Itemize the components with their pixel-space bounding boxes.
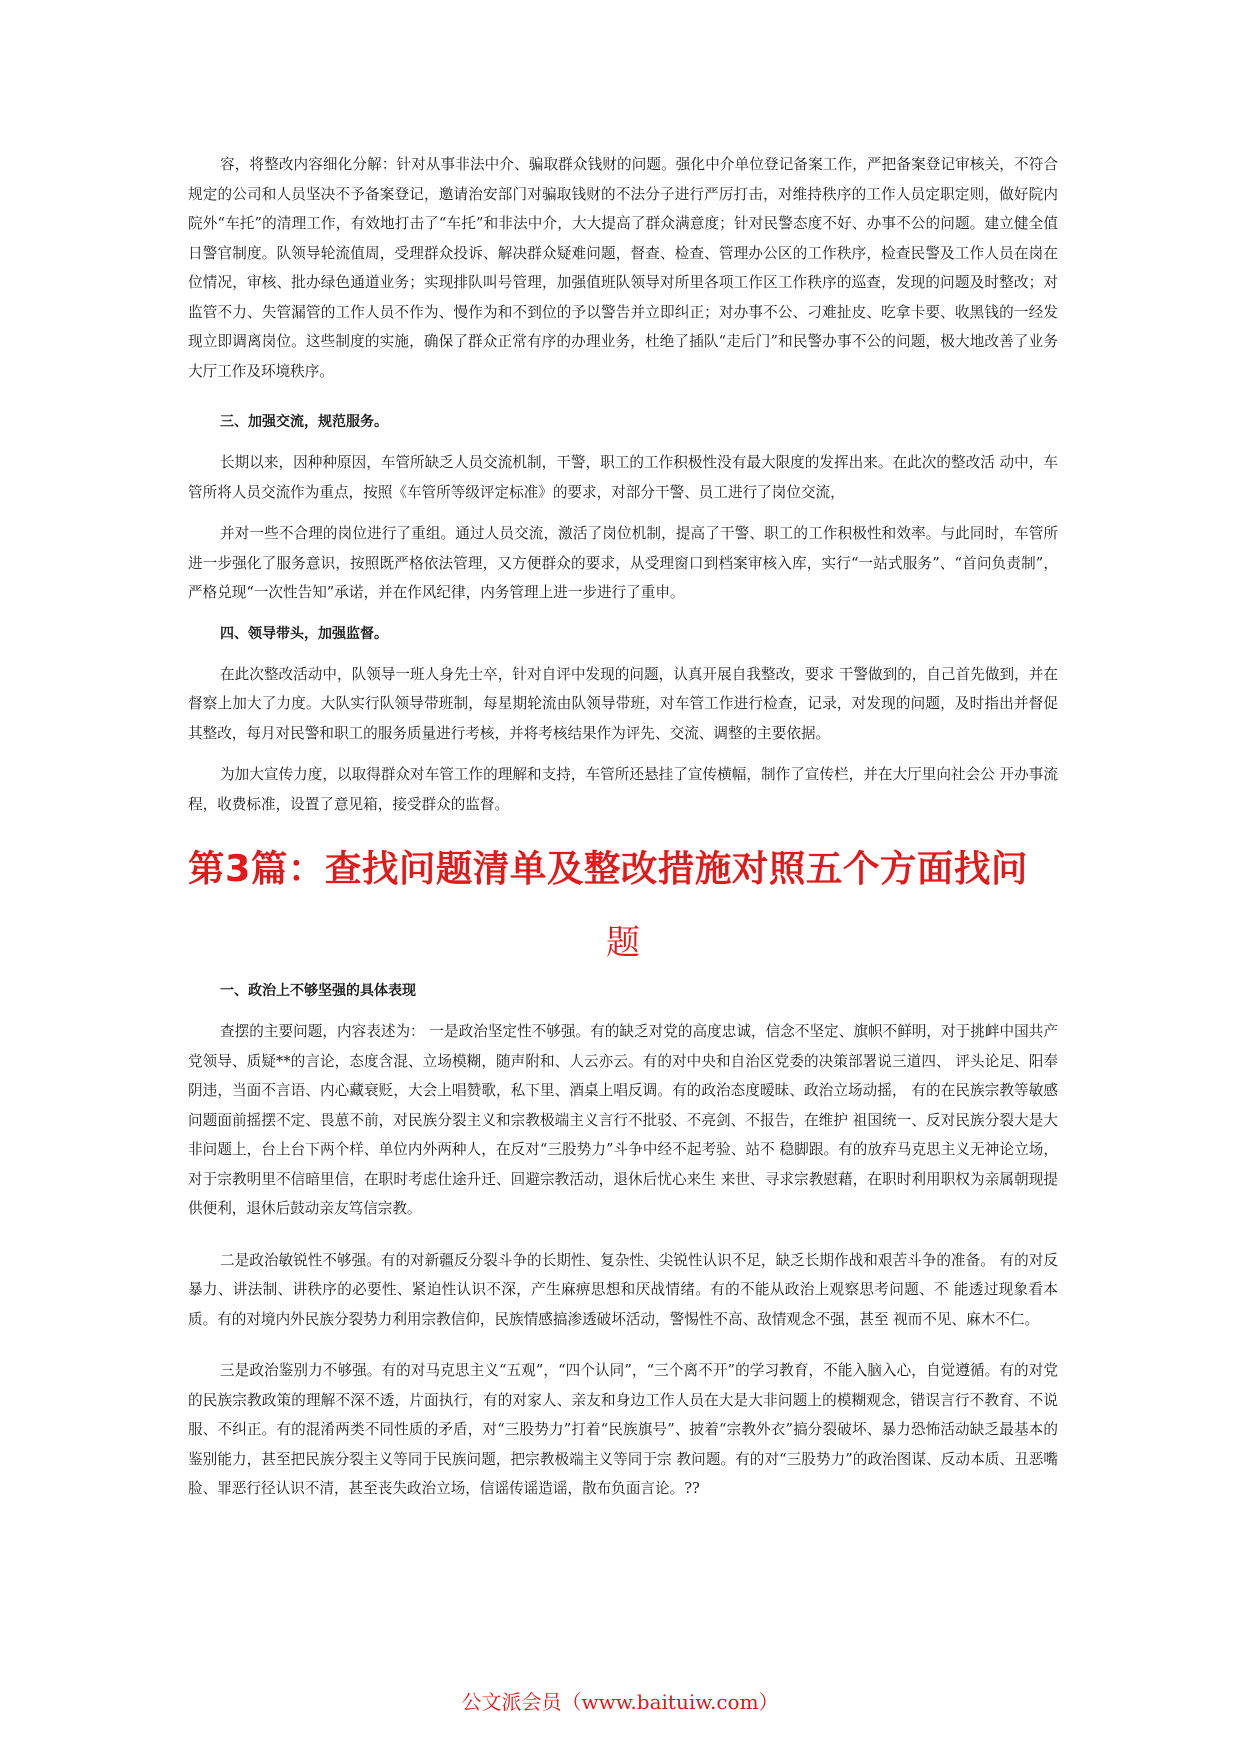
chapter-paragraph-1: 查摆的主要问题，内容表述为： 一是政治坚定性不够强。有的缺乏对党的高度忠诚，信念不坚定、旗帜不鲜明，对于挑衅中国共产党领导、质疑**的言论，态度含混、立场模糊，随声附和、人云亦云。有的对中央和自治区党委的决策部署说三道四、 评头论足、阳奉阴违，当面不言语、内心藏衰贬，大会上唱赞歌，私下里、酒桌上唱反调。有的政治态度暧昧、政治立场动摇， 有的在民族宗教等敏感问题面前摇摆不定、畏葸不前，对民族分裂主义和宗教极端主义言行不批驳、不亮剑、不报告，在维护 祖国统一、反对民族分裂大是大非问题上，台上台下两个样、单位内外两种人，在反对“三股势力”斗争中经不起考验、站不 稳脚跟。有的放弃马克思主义无神论立场，对于宗教明里不信暗里信，在职时考虑仕途升迁、回避宗教活动，退休后忧心来生 来世、寻求宗教慰藉，在职时利用职权为亲属朝现提供便利，退休后鼓动亲友笃信宗教。 xyxy=(188,1023,1058,1217)
section-4-heading: 四、领导带头，加强监督。 xyxy=(220,625,388,642)
section-3-heading: 三、加强交流，规范服务。 xyxy=(220,414,388,430)
intro-paragraph: 容，将整改内容细化分解：针对从事非法中介、骗取群众钱财的问题。强化中介单位登记备案工作，严把备案登记审核关，不符合规定的公司和人员坚决不予备案登记，邀请治安部门对骗取钱财的不法分子进行严厉打击，对维持秩序的工作人员定职定则，做好院内院外“车托”的清理工作，有效地打击了“车托”和非法中介，大大提高了群众满意度；针对民警态度不好、办事不公的问题。建立健全值日警官制度。队领导轮流值周，受理群众投诉、解决群众疑难问题，督查、检查、管理办公区的工作秩序，检查民警及工作人员在岗在位情况，审核、批办绿色通道业务；实现排队叫号管理，加强值班队领导对所里各项工作区工作秩序的巡查，发现的问题及时整改；对监管不力、失管漏管的工作人员不作为、慢作为和不到位的予以警告并立即纠正；对办事不公、刁难扯皮、吃拿卡要、收黑钱的一经发现立即调离岗位。这些制度的实施，确保了群众正常有序的办理业务，杜绝了插队“走后门”和民警办事不公的问题，极大地改善了业务大厅工作及环境秩序。 xyxy=(188,156,1058,380)
section-4-paragraph-2: 为加大宣传力度，以取得群众对车管工作的理解和支持，车管所还悬挂了宣传横幅，制作了宣传栏，并在大厅里向社会公 开办事流程，收费标准，设置了意见箱，接受群众的监督。 xyxy=(188,766,1058,813)
chapter-section-1-heading: 一、政治上不够坚强的具体表现 xyxy=(220,983,416,999)
section-3-paragraph-1: 长期以来，因种种原因，车管所缺乏人员交流机制，干警，职工的工作积极性没有最大限度的发挥出来。在此次的整改活 动中，车管所将人员交流作为重点，按照《车管所等级评定标准》的要求，对部分干警、员工进行了岗位交流， xyxy=(188,454,1058,501)
chapter-title: 第3篇：查找问题清单及整改措施对照五个方面找问 xyxy=(188,847,1028,890)
document-body xyxy=(188,150,1058,1504)
chapter-title-continuation: 题 xyxy=(606,923,640,963)
section-3-paragraph-2: 并对一些不合理的岗位进行了重组。通过人员交流，激活了岗位机制，提高了干警、职工的工作积极性和效率。与此同时，车管所进一步强化了服务意识，按照既严格依法管理，又方便群众的要求，从受理窗口到档案审核入库，实行“一站式服务”、“首问负责制”，严格兑现“一次性告知”承诺，并在作风纪律，内务管理上进一步进行了重申。 xyxy=(188,525,1058,601)
chapter-paragraph-2: 二是政治敏锐性不够强。有的对新疆反分裂斗争的长期性、复杂性、尖锐性认识不足，缺乏长期作战和艰苦斗争的准备。 有的对反暴力、讲法制、讲秩序的必要性、紧迫性认识不深，产生麻痹思想和厌战情绪。有的不能从政治上观察思考问题、不 能透过现象看本质。有的对境内外民族分裂势力利用宗教信仰，民族情感搞渗透破坏活动，警惕性不高、敌情观念不强，甚至 视而不见、麻木不仁。 xyxy=(188,1251,1058,1328)
footer-watermark: 公文派会员（www.baituiw.com） xyxy=(461,1690,779,1714)
section-4-paragraph-1: 在此次整改活动中，队领导一班人身先士卒，针对自评中发现的问题，认真开展自我整改，要求 干警做到的，自己首先做到，并在督察上加大了力度。大队实行队领导带班制，每星期轮流由队领导带班，对车管工作进行检查，记录，对发现的问题，及时指出并督促其整改，每月对民警和职工的服务质量进行考核，并将考核结果作为评先、交流、调整的主要依据。 xyxy=(188,665,1058,742)
chapter-paragraph-3: 三是政治鉴别力不够强。有的对马克思主义“五观”，“四个认同”，“三个离不开”的学习教育，不能入脑入心，自觉遵循。有的对党的民族宗教政策的理解不深不透，片面执行，有的对家人、亲友和身边工作人员在大是大非问题上的模糊观念，错误言行不教育、不说服、不纠正。有的混淆两类不同性质的矛盾，对“三股势力”打着“民族旗号”、披着“宗教外衣”搞分裂破坏、暴力恐怖活动缺乏最基本的鉴别能力，甚至把民族分裂主义等同于民族问题，把宗教极端主义等同于宗 教问题。有的对“三股势力”的政治图谋、反动本质、丑恶嘴脸、罪恶行径认识不清，甚至丧失政治立场，信谣传谣造谣，散布负面言论。?? xyxy=(188,1362,1058,1497)
